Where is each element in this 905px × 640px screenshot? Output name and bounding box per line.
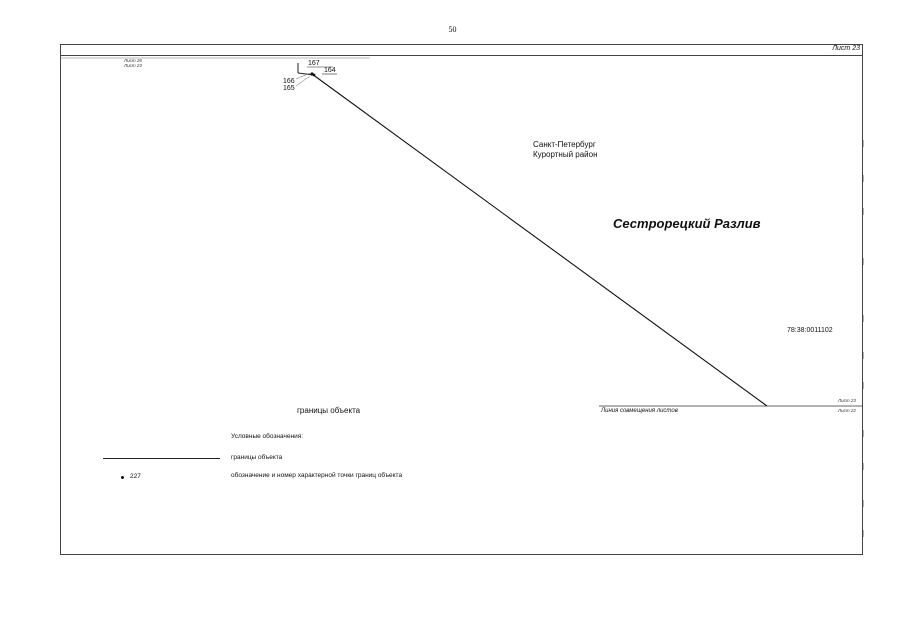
page-number: 50 <box>448 25 457 34</box>
legend-boundary-line-symbol <box>103 458 220 459</box>
legend-point-label: обозначение и номер характерной точки границ объекта <box>231 472 403 479</box>
point-label-164: 164 <box>324 67 336 74</box>
boundary-point-164 <box>313 74 316 77</box>
point-label-165: 165 <box>283 85 295 92</box>
district-label: Курортный район <box>533 150 598 159</box>
sheet-ref-bottom-1: Лист 23 <box>838 398 856 403</box>
legend-boundary-label: границы объекта <box>231 454 283 461</box>
sheet-label: Лист 23 <box>832 45 860 52</box>
place-name: Сестрорецкий Разлив <box>613 216 761 231</box>
sheet-ref-bottom-2: Лист 22 <box>838 408 856 413</box>
legend-point-symbol <box>121 476 124 479</box>
city-label: Санкт-Петербург <box>533 140 596 149</box>
sheet-ref-top-2: Лист 23 <box>124 63 142 68</box>
boundary-caption: границы объекта <box>297 406 361 415</box>
sheet-ref-top-1: Лист 26 <box>124 58 142 63</box>
sheet-match-caption: Линия совмещения листов <box>601 408 678 414</box>
point-label-166: 166 <box>283 78 295 85</box>
legend-title: Условные обозначения: <box>231 433 304 440</box>
label-leader-165 <box>296 76 310 86</box>
legend-point-number: 227 <box>130 473 141 480</box>
object-boundary-line <box>312 74 767 406</box>
point-label-167: 167 <box>308 60 320 67</box>
cadastral-block: 78:38:0011102 <box>787 327 833 334</box>
